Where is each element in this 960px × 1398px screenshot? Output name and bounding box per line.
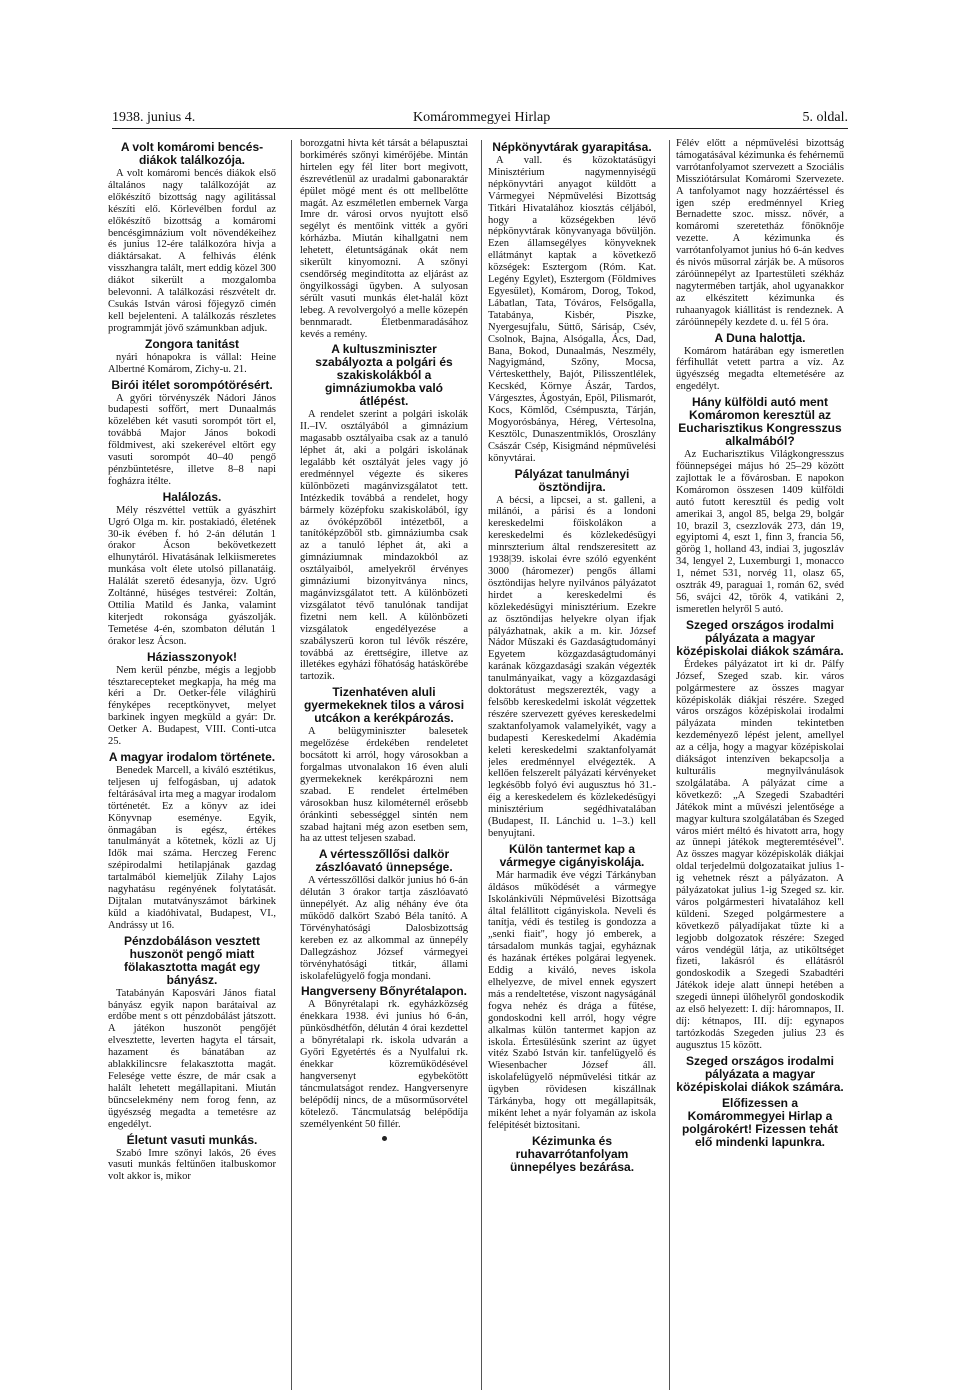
page-header [112, 108, 848, 130]
article-text: Nem kerül pénzbe, mégis a legjobb tésztarecepteket megkapja, ha még ma kéri a Dr. Oetker-féle világhirü fényképes receptkönyvet, melyet barkinek ingyen megküld a gyár: Dr. Oetker A. Budapest, VIII. Conti-utca 25. [108, 664, 276, 748]
article-heading: Szeged országos irodalmi pályázata a magyar középiskolai diákok számára. [676, 1053, 844, 1094]
article-text: Érdekes pályázatot irt ki dr. Pálfy József, Szeged szab. kir. város polgármestere az összes magyar középiskolák diákjai részére. Szeged város országos középiskolai irodalmi pályázata minden tekintetben kezdeményező lépést jelent, amellyel az a célja, hogy a magyar középiskolai diákságot intenzíven bekapcsolja a kulturális megnyilvánulások szolgálatába. A pályázat címe a következő: „A Szegedi Szabadtéri Játékok mint a művészi jelentősége a magyar kultura szolgálatában és Szeged város miért méltó és hivatott arra, hogy az ünnepi játékok megteremtésével". Az összes magyar középiskolák diákjai oldal terjedelmü dolgozataikat julius 1-ig vehetnek részt a pályázaton. A pályázatokat julius 1-ig Szeged sz. kir. város polgármesteri hivatalához kell küldeni. Szeged polgármestere a következő pályadíjakat tűzte ki a legjobb dolgozatok részére: Szeged város vendégül látja, az utiköltséget fizeti, lakásról és ellátásról gondoskodik a Szegedi Szabadtéri Játékok ideje alatt ünnepi hetében a szegedi ünnepi ülőhelyről gondoskodik az első helyezett: I. díj: háromnapos, II. díj: kétnapos, III. díj: egynapos tartózkodás Szegeden julius 23 és augusztus 15 között. [676, 658, 844, 1051]
article-heading: Pénzdobáláson vesztett huszonöt pengő miatt fölakasztotta magát egy bányász. [123, 933, 261, 987]
article-heading: Hány külföldi autó ment Komáromon keresztül az Eucharisztikus Kongresszus alkalmából? [678, 395, 842, 449]
article-text: Már harmadik éve végzi Tárkányban áldásos működését a vármegye Iskolánkivüli Népművelési Bizottsága által felállitott cigányiskola. Neveli és tanítja, védi és testileg is gondozza a „senki fiait", hogy jó emberek, a társadalom munkás tagjai, egyháznak és hazának értékes polgárai legyenek. Eddig a kiváló, neves iskola elhelyezve, de mivel ennek egyszert más a rendeltetése, viszont nagyságánál fogva nehéz és drága a fűtése, gondoskodni kell arról, hogy végre alkalmas külön tantermet kapjon az iskola. Értesülésünk szerint az ügyet vitéz Szabó István kir. tanfelügyelő és Wiesenbacher József áll. iskolafelügyelő népművelési titkár az ügyben rövidesen kiszállnak Tárkányba, hogy ott megállapitsák, miként lehet a nyár folyamán az iskola felépitését biztositani. [488, 869, 656, 1131]
article-heading: Életunt vasuti munkás. [126, 1132, 258, 1147]
article-text: A Bőnyrétalapi rk. egyházközség énekkara 1938. évi junius hó 6-án, pünkösdhétfőn, délután 4 órai kezdettel a bőnyrétalapi rk. iskola udvarán a Győri Egyetértés és a Nyulfalui rk. énekkar közreműködésével hangversenyt egybekötött táncmulatságot rendez. Hangversenyre belépődíj nincs, de a műsorműsorvétel kötelező. Táncmulatság belépődíja személyenként 50 fillér. [300, 999, 468, 1130]
article-text: borozgatni hivta két társát a bélapusztai borkimérés szőnyi kimérőjébe. Mintán hirtelen egy fél liter bort megivott, észrevétlenül az uradalmi gabonaraktár épület mögé ment és ott mellbelőtte magát. Az eszméletlen embernek Varga Imre dr. városi orvos nyujtott első segélyt és mentőink vitték a győri kórházba. Miután kihallgatni nem lehetett, életuntságának okát nem sikerült kinyomozni. A szőnyi csendőrség megindította az eljárást az öngyilkossági ügyben. A sulyosan sérült vasuti munkás élet-halál közt lebeg. A revolvergolyó a melle közepén bennmaradt. Életbenmaradásához kevés a remény. [300, 138, 468, 340]
column-4 [676, 138, 844, 1398]
subscription-notice: Előfizessen a Komárommegyei Hirlap a polgárokért! Fizessen tehát elő mindenki lapunkra. [681, 1095, 839, 1149]
column-divider [669, 140, 670, 1390]
column-2 [300, 138, 468, 1398]
article-text: Komárom határában egy ismeretlen férfihullát vetett partra a víz. Az ügyészség megadta eltemetésére az engedélyt. [676, 345, 844, 393]
article-heading: A volt komáromi bencés-diákok találkozója. [120, 140, 264, 167]
article-heading: Zongora tanitást [144, 336, 239, 351]
article-text: A volt komáromi bencés diákok első általános nagy találkozóját az előkészítő bizottság nagy agilitással készíti elő. Körlevélben fordul az előkészítő bizottság a komáromi bencésgimnázium volt növendékeihez és junius 12-ére találkozóra hivja a diáktársakat. A felhivás élénk visszhangra talált, mert eddig közel 300 diákot sikerült a mozgalomba belevonni. A találkozási részvételt dr. Csukás István városi főjegyző cimén kell bejelenteni. A találkozás részletes programmját jövő számunkban adjuk. [108, 168, 276, 334]
article-heading: Külön tantermet kap a vármegye cigányiskolája. [499, 841, 645, 869]
article-text: Tatabányán Kaposvári János fiatal bányász egyik napon barátaival az erdőbe ment s ott pénzdobálást játszott. A játékon huszonöt pengőjét elvesztette, leverten hagyta el társait, hazament és bánatában az ablakkilincsre felakasztotta magát. Felesége vette észre, de már csak a halált lehetett megállapitani. Miután bűncselekmény nem forog fenn, az ügyészség megadta a temetésre az engedélyt. [108, 987, 276, 1130]
article-text: Félév előtt a népművelési bizottság támogatásával kézimunka és fehérnemű varrótanfolyamot szervezett a Szociális Missziótársulat Komáromi Szervezete. A tanfolyamot nagy hozzáértéssel és igen szép eredménnyel Krieg Bernadette szoc. missz. nővér, a komáromi szeretetház főnöknője vezette. A kézimunka és varrótanfolyamot junius hó 6-án kedves és nivós műsorral zárják be. A műsoros záróünnepélyt az Ipartestületi székház nagytermében tartják, ahol ugyanakkor az elkészitett kézimunka és ruhaanyagok kiállitást is rendeznek. A záróünnepély kezdete d. u. fél 5 óra. [676, 138, 844, 328]
article-heading: A Duna halottja. [714, 330, 806, 345]
article-heading: Tizenhatéven aluli gyermekeknek tilos a városi utcákon a kerékpározás. [303, 685, 465, 726]
article-heading: Hangverseny Bőnyrétalapon. [300, 984, 468, 999]
ornament-dot [382, 1136, 387, 1141]
column-divider [481, 140, 482, 1390]
article-text: A belügyminiszter balesetek megelőzése érdekében rendeletet bocsátott ki arról, hogy városokban a forgalmas utvonalakon 16 éven aluli gyermekeknek kerékpározni nem szabad. E rendelet értelmében városokban husz kilométernél erősebb óránkinti sebességgel sintén nem szabad hajtani még azon esetben sem, ha az uttest teljesen szabad. [300, 726, 468, 845]
column-1 [108, 138, 276, 1398]
article-text: Szabó Imre szőnyi lakós, 26 éves vasuti munkás feltünően italbuskomor volt akkor is, mikor [108, 1147, 276, 1183]
article-heading: A kultuszminiszter szabályozta a polgári és szakiskolákból a gimnáziumokba való átlépést. [315, 342, 453, 409]
article-heading: Halálozás. [162, 489, 222, 504]
article-heading: Kézimunka és ruhavarrótanfolyam ünnepélyes bezárása. [509, 1133, 635, 1174]
article-text: Benedek Marcell, a kiváló esztétikus, teljesen uj felfogásban, uj adatok feltárásával irta meg a magyar irodalom történetét. Ez a könyv az idei Könyvnap eseménye. Egyik, önmagában is egész, értékes tanulmányát a kötetnek, közli az Uj Idők mai száma. Herczeg Ferenc szépirodalmi hetilapjának gazdag tartalmából kiemeljük Zilahy Lajos nagyhatásu regényének folytatását. Dijtalan mutatványszámot bárkinek küld a kiadóhivatal, Budapest, VI., Andrássy ut 16. [108, 764, 276, 931]
article-text: Mély részvéttel vettük a gyászhirt Ugró Olga m. kir. postakiadó, életének 30-ik évében f. hó 2-án délután 1 órakor Ácson bekövetkezett elhunytáról. Hivatásának lelkiismeretes munkása volt élete utolsó pillanatáig. Halálát szerető édesanyja, özv. Ugró Zoltánné, hüséges testvérei: Zoltán, Ottilia Matild és Janka, valamint kiterjedt rokonsága gyászolják. Temetése 4-én, szombaton délután 1 órakor lesz Ácson. [108, 504, 276, 647]
article-heading: Népkönyvtárak gyarapitása. [492, 140, 652, 154]
article-text: A vall. és közoktatásügyi Minisztérium nagymennyiségű népkönyvtári anyagot küldött a Vármegyei Népművelési Bizottság Titkári Hivatalához kiosztás céljából, hogy a községekben lévő népkönyvtárak könyvanyaga bővüljön. Ezen államsegélyes könyveknek ellátmányt kaptak a következő községek: Esztergom (Róm. Kat. Legény Egylet), Esztergom (Földmives Egyesület), Komárom, Dorog, Tokod, Lábatlan, Tata, Tóváros, Felsőgalla, Tatabánya, Kisbér, Piszke, Nyergesujfalu, Süttő, Sárisáp, Csév, Csolnok, Bajna, Alsógalla, Ács, Dad, Bana, Bokod, Dunaalmás, Neszmély, Nagyigmánd, Szőny, Mocsa, Vértesketthely, Bajót, Pilisszentlélek, Kecskéd, Környe Ászár, Tardos, Várgesztes, Ágostyán, Epöl, Pilismarót, Kocs, Kömlőd, Csémpuszta, Tárján, Mogyorósbánya, Héreg, Vértesolna, Kesztölc, Dunaszentmiklós, Oroszlány Császár Csép, Kisigmánd népművelési könyvtárai. [488, 155, 656, 464]
column-3 [488, 138, 656, 1398]
article-heading: Birói itélet sorompótörésért. [111, 377, 273, 392]
article-heading: Pályázat tanulmányi ösztöndijra. [514, 466, 630, 494]
article-text: A vértesszőllősi dalkör junius hó 6-án délután 3 órakor tartja zászlóavató ünnepélyét. Az alig néhány éve óta működő dalkört Szabó Béla tanító. A Törvényhatósági Dalosbizottság kereben ez az alkommal az ünnepély Dallegzáshoz József vármegyei törvényhatósági titkár, állami iskolafelügyelő fogja mondani. [300, 875, 468, 982]
article-heading: Szeged országos irodalmi pályázata a magyar középiskolai diákok számára. [676, 617, 844, 658]
article-heading: A vértesszőllősi dalkör zászlóavató ünnepsége. [315, 847, 453, 875]
article-text: Az Eucharisztikus Világkongresszus főünnepségei május hó 25–29 között zajlottak le a fővárosban. E napokon Komáromon összesen 1409 külföldi autó futott keresztül és pedig volt amerikai 3, angol 85, belga 29, bolgár 10, brazil 3, csezzlovák 273, dán 19, egyiptomi 4, eszt 1, finn 3, francia 56, görög 1, holland 43, indiai 3, jugoszláv 34, lengyel 2, Luxemburgi 1, monacco 1, német 531, norvég 11, olasz 65, osztrák 49, paraguai 1, román 62, svéd 56, svájci 42, török 4, vatikáni 2, ismeretlen helyről 5 autó. [676, 449, 844, 615]
column-divider [291, 140, 292, 1390]
issue-date: 1938. junius 4. [112, 110, 196, 125]
article-heading: Háziasszonyok! [146, 649, 238, 664]
article-heading: A magyar irodalom története. [108, 749, 276, 764]
article-text: A rendelet szerint a polgári iskolák II.–IV. osztályából a gimnázium magasabb osztályaiba csak az a tanuló léphet át, aki a polgári iskolának legalább két osztályát jeles vagy jó eredménnyel végezte és sikeres különbözeti magánvizsgálatot tett. Intézkedik továbbá a rendelet, hogy bármely középfoku szakiskolából, így az óvóképzőből intézetből, a tanítóképzőből stb. gimnáziumba csak az a tanuló léphet át, aki a gimnáziumnak mindazokból az osztályaiból, amelyekről érvényes gimnáziumi bizonyitványa nincs, magánvizsgálatot tett. A különbözeti vizsgálatot tévő tanulónak tandijat fizetni nem kell. A különbözeti vizsgálatok engedélyezése a szabályszerü koron tul lévők részére, továbbá az érettségire, illetve az illetékes egyházi főhatóság hatáskörébe tartozik. [300, 409, 468, 683]
article-text: A győri törvényszék Nádori János budapesti soffőrt, mert Dunaalmás közelében két vasuti sorompót tört el, továbbá Major János bokodi földmivest, aki szekerével eltört egy vasuti sorompót 40–40 pengő pénzbüntetésre, illetve 8–8 napi fogházra itélte. [108, 392, 276, 487]
header-rule [112, 128, 848, 129]
newspaper-title: Komárommegyei Hirlap [413, 110, 551, 125]
article-text: nyári hónapokra is vállal: Heine Albertné Komárom, Zichy-u. 21. [108, 351, 276, 375]
article-text: A bécsi, a lipcsei, a st. galleni, a milánói, a párisi és a londoni kereskedelmi főiskolákon a kereskedelmi és közlekedésügyi minrszterium által rendszeresitett az 1938|39. iskolai évre szóló egyenként 3000 (háromezer) pengős állami ösztöndijas helyre nyilvános pályázatot hirdet a kereskedelmi és közlekedésügyi minisztérium. Ezekre az ösztöndijas helyekre olyan ifjak pályázhatnak, akik a m. kir. József Nádor Műszaki és Gazdaságtudományi Egyetem közgazdaságtudományi karának közgazdasági szakán végezték tanulmányaikat, vagy a közgazdasági doktorátust megszerezték, vagy a felsőbb kereskedelmi iskolát végzettek részére szervezett gyéves kereskedelmi szaktanfolyamok valamelyikét, vagy a budapesti Kereskedelmi Akadémia keleti kereskedelmi szaktanfolyamát jeles eredménnyel elvégezték. A kellően felszerelt pályázati kérvényeket legkésőbb folyó évi augusztus hó 31.-éig a kereskedelem és közlekedésügyi minisztérium segédhivatalában (Budapest, II. Lánchid u. 1–3.) kell benyujtani. [488, 494, 656, 839]
page-number: 5. oldal. [802, 110, 848, 125]
